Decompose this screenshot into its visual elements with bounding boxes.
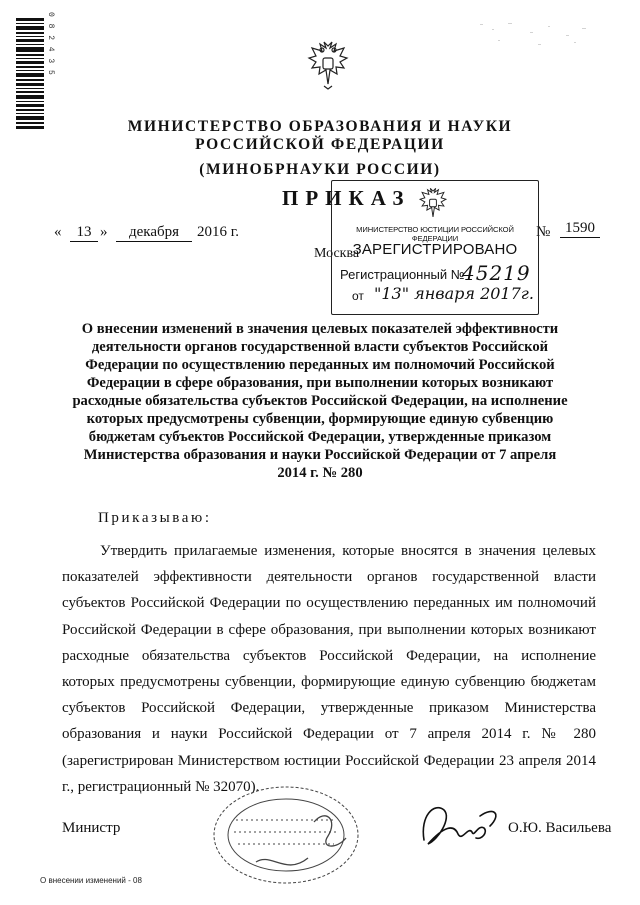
date-day: 13 [70, 224, 98, 242]
barcode [16, 18, 44, 130]
scan-noise [478, 20, 598, 50]
stamp-registered-label: ЗАРЕГИСТРИРОВАНО [352, 241, 518, 258]
date-month: декабря [116, 224, 192, 242]
stamp-ministry: МИНИСТЕРСТВО ЮСТИЦИИ РОССИЙСКОЙ ФЕДЕРАЦИИ [356, 225, 514, 243]
stamp-coat-of-arms-icon [418, 187, 448, 221]
official-seal [196, 780, 376, 890]
ministry-name-line1: МИНИСТЕРСТВО ОБРАЗОВАНИЯ И НАУКИ [127, 118, 513, 135]
number-sign: № [536, 224, 551, 240]
body-paragraph: Утвердить прилагаемые изменения, которые вносятся в значения целевых показателей эффективности деятельности органов государственной власти субъектов Российской Федерации по осуществлению переданных им полномочий Российской Федерации в сфере образования, при выполнении которых возникают расходные обязательства субъектов Российской Федерации, на исполнение которых предусмотрены субвенции, формирующие единую субвенцию бюджетам субъектов Российской Федерации, утвержденные приказом Министерства образования и науки Российской Федерации от 7 апреля 2014 г. № 280 (зарегистрирован Министерством юстиции Российской Федерации 23 апреля 2014 г., регистрационный № 32070). [62, 543, 596, 795]
coat-of-arms-icon [306, 40, 350, 90]
stamp-regnum-label: Регистрационный № [340, 267, 465, 282]
document-type-title: ПРИКАЗ [282, 186, 411, 210]
handwritten-signature [414, 796, 504, 854]
registration-stamp [331, 180, 539, 315]
order-date [54, 224, 274, 248]
ministry-short-name: (МИНОБРНАУКИ РОССИИ) [199, 161, 441, 178]
stamp-date [374, 284, 534, 303]
footer-note: О внесении изменений - 08 [40, 876, 142, 885]
ministry-name-line2: РОССИЙСКОЙ ФЕДЕРАЦИИ [195, 136, 445, 153]
barcode-number: 0 8 2 4 3 5 [46, 12, 55, 76]
order-verb: Приказываю: [98, 510, 212, 526]
stamp-from-label: от [352, 289, 364, 303]
date-quote-close: » [100, 224, 108, 240]
order-title: О внесении изменений в значения целевых показателей эффективности деятельности органов государственной власти субъектов Российской Федерации по осуществлению переданных им полномочий Российской Федерации в сфере образования, при выполнении которых возникают расходные обязательства субъектов Российской Федерации, на исполнение которых предусмотрены субвенции, формирующие единую субвенцию бюджетам субъектов Российской Федерации, утвержденные приказом Министерства образования и науки Российской Федерации от 7 апреля 2014 г. № 280 [72, 321, 568, 481]
signatory-name: О.Ю. Васильева [508, 820, 612, 836]
city: Москва [314, 246, 360, 261]
order-number: 1590 [560, 220, 600, 238]
date-year: 2016 г. [197, 224, 239, 240]
stamp-date-value: "13" января 2017г. [374, 284, 534, 303]
stamp-regnum: 45219 [462, 261, 531, 285]
date-quote-open: « [54, 224, 62, 240]
signatory-position: Министр [62, 820, 121, 836]
